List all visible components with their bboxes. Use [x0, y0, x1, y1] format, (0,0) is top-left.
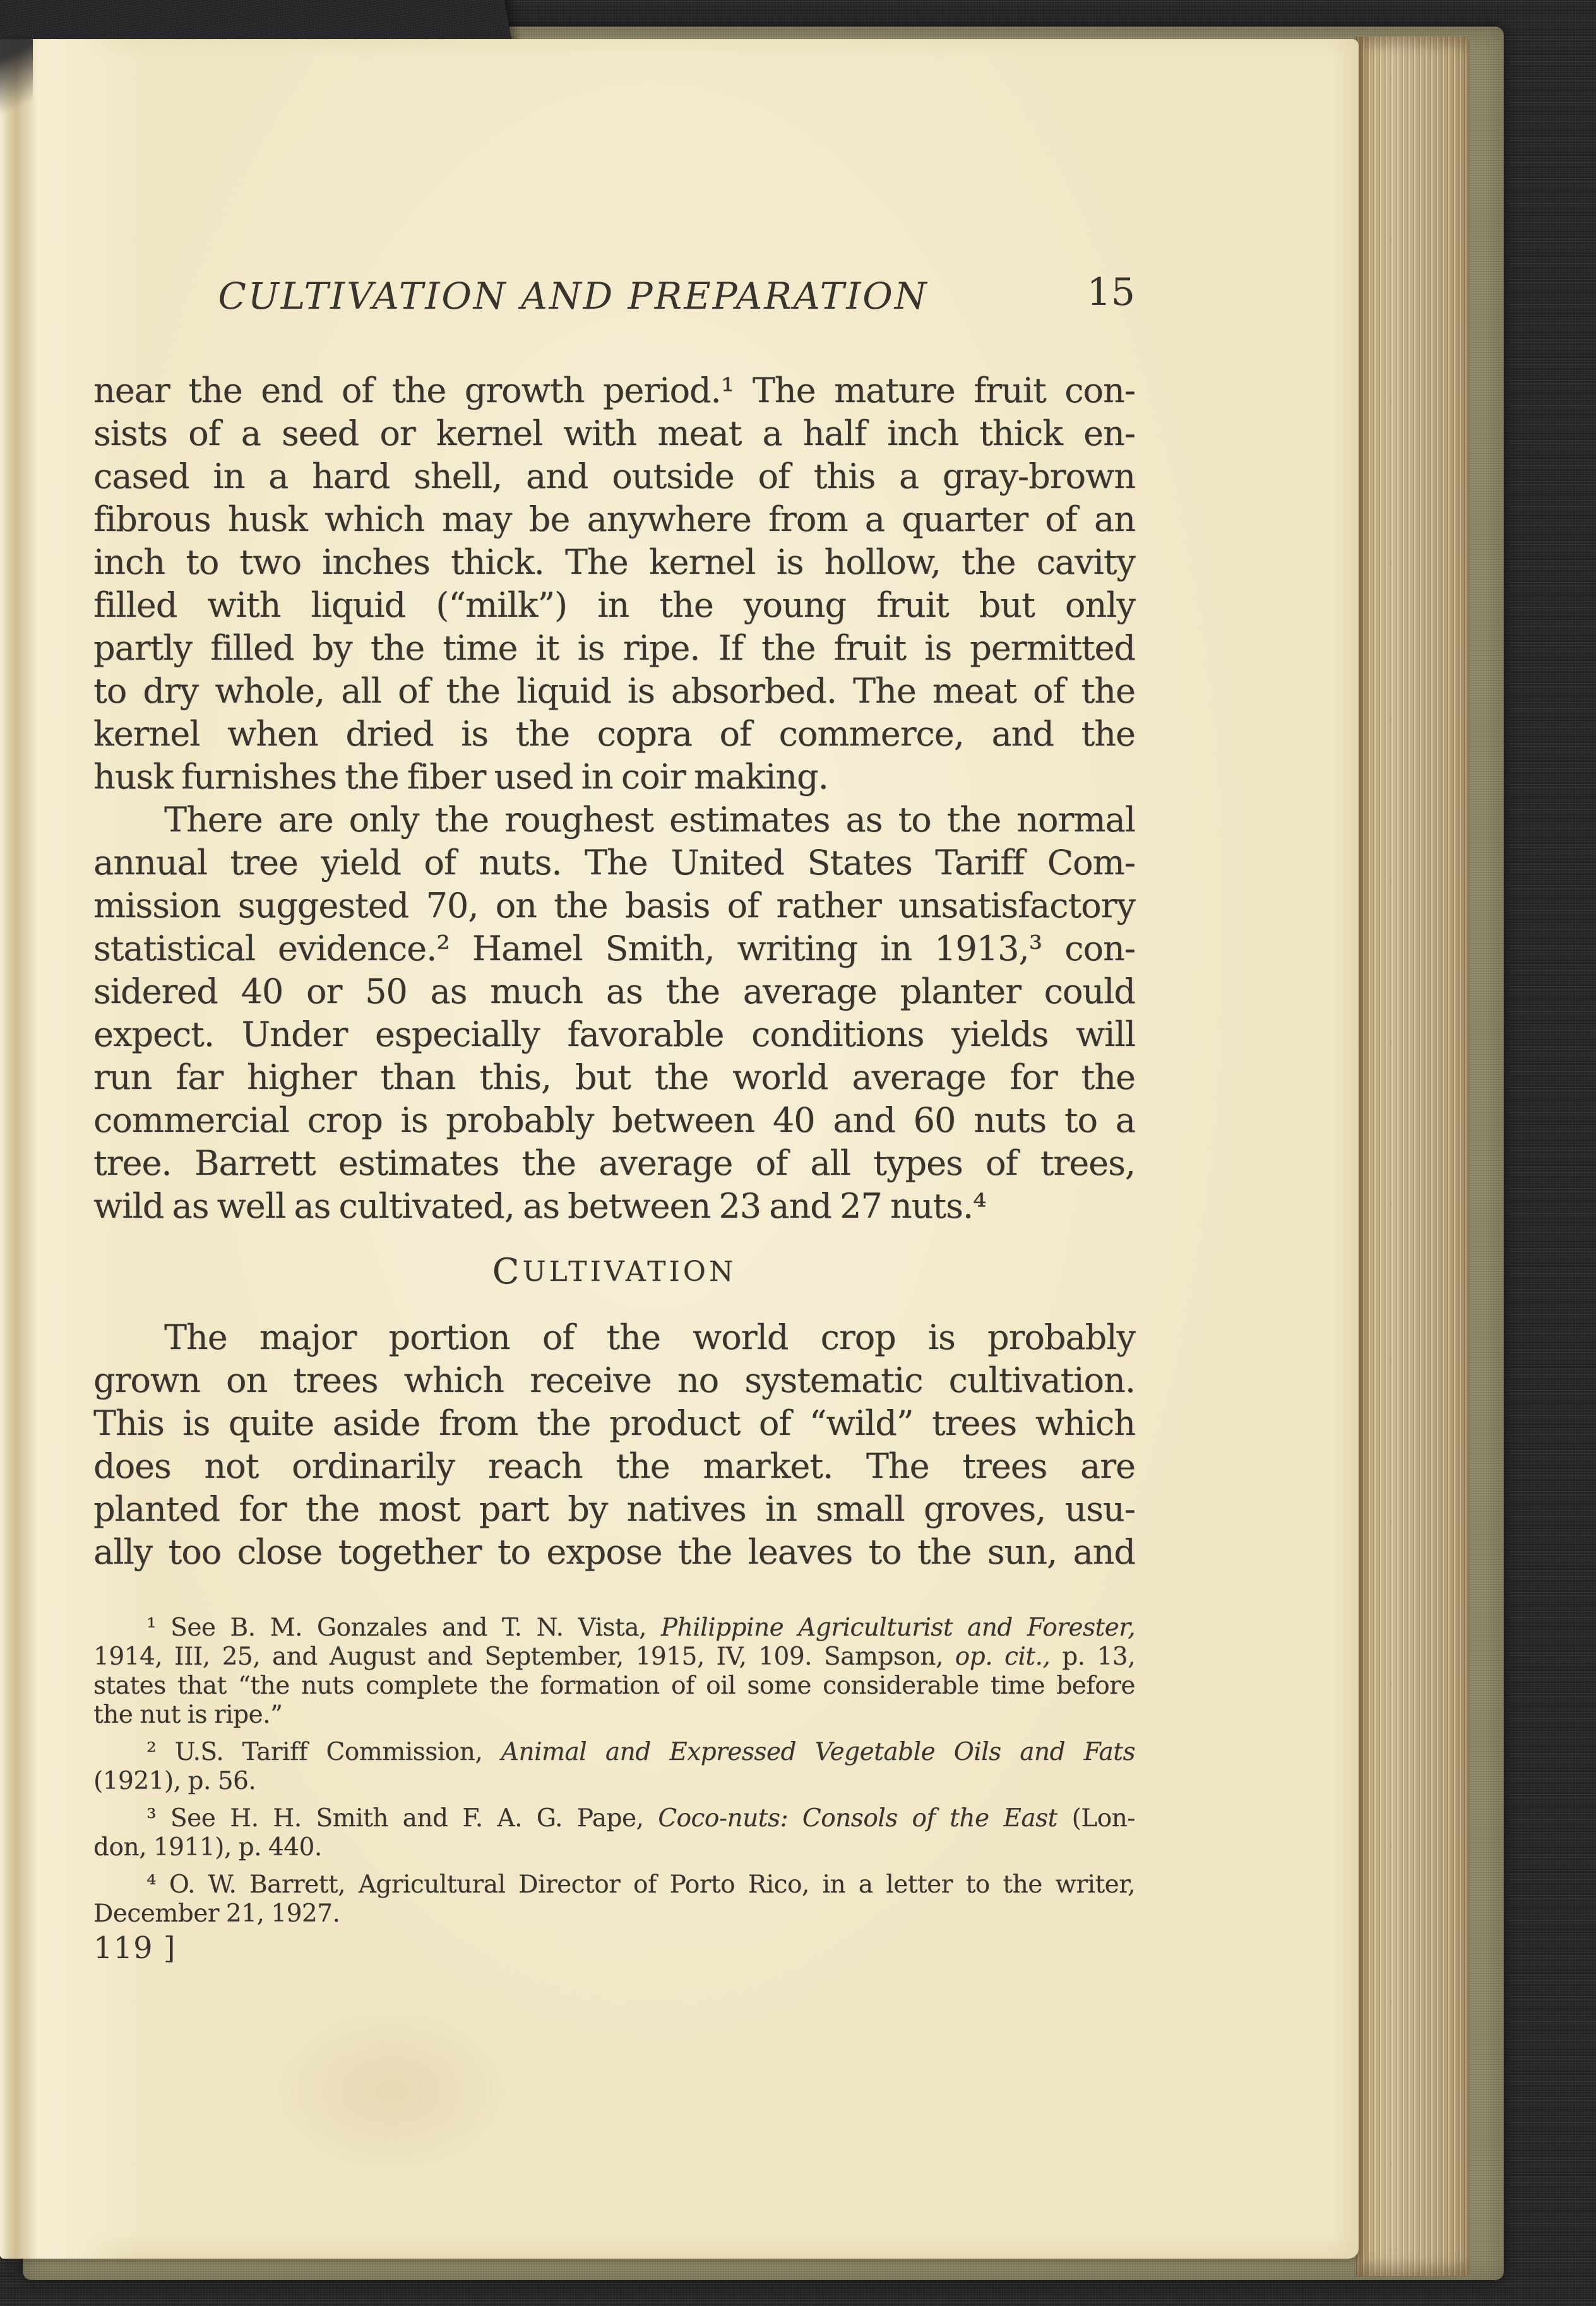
- text-line: mission suggested 70, on the basis of rather unsatisfactory: [93, 886, 1135, 925]
- text-line: The major portion of the world crop is probably: [164, 1317, 1135, 1357]
- text-line: planted for the most part by natives in small groves, usu-: [93, 1489, 1135, 1529]
- text-line: sidered 40 or 50 as much as the average planter could: [93, 972, 1135, 1011]
- text-line: partly filled by the time it is ripe. If the fruit is permitted: [93, 628, 1135, 668]
- text-line: the nut is ripe.”: [93, 1701, 283, 1729]
- text-line: annual tree yield of nuts. The United States Tariff Com-: [93, 843, 1135, 883]
- text-line: sists of a seed or kernel with meat a half inch thick en-: [93, 413, 1135, 453]
- text-line: ² U.S. Tariff Commission, Animal and Expressed Vegetable Oils and Fats: [146, 1738, 1135, 1766]
- body-text: [93, 369, 1135, 1574]
- footnote: [93, 1870, 1135, 1929]
- page-fore-edge: [1356, 37, 1470, 2276]
- text-line: There are only the roughest estimates as to the normal: [164, 800, 1135, 840]
- text-line: expect. Under especially favorable conditions yields will: [93, 1014, 1135, 1054]
- text-line: commercial crop is probably between 40 and 60 nuts to a: [93, 1100, 1135, 1140]
- text-line: ¹ See B. M. Gonzales and T. N. Vista, Philippine Agriculturist and Forester,: [146, 1614, 1135, 1642]
- text-line: husk furnishes the fiber used in coir making.: [93, 757, 828, 797]
- book-page: [0, 39, 1359, 2259]
- text-line: statistical evidence.² Hamel Smith, writing in 1913,³ con-: [93, 929, 1135, 968]
- text-line: wild as well as cultivated, as between 23 and 27 nuts.⁴: [93, 1186, 986, 1226]
- footnote: [93, 1804, 1135, 1862]
- text-line: ⁴ O. W. Barrett, Agricultural Director of Porto Rico, in a letter to the writer,: [146, 1870, 1135, 1899]
- section-heading: C ULTIVATION: [492, 1251, 737, 1292]
- text-line: ³ See H. H. Smith and F. A. G. Pape, Coco-nuts: Consols of the East (Lon-: [146, 1804, 1135, 1833]
- folio-number: 119 ]: [93, 1930, 176, 1966]
- running-head: [93, 270, 1135, 318]
- text-line: tree. Barrett estimates the average of all types of trees,: [93, 1143, 1135, 1183]
- footnotes: [93, 1614, 1135, 1929]
- page-number: 15: [1087, 270, 1135, 314]
- text-line: inch to two inches thick. The kernel is hollow, the cavity: [93, 542, 1135, 582]
- text-line: kernel when dried is the copra of commerce, and the: [93, 714, 1135, 754]
- text-line: (1921), p. 56.: [93, 1767, 256, 1795]
- text-line: fibrous husk which may be anywhere from a quarter of an: [93, 499, 1135, 539]
- text-line: don, 1911), p. 440.: [93, 1833, 322, 1862]
- text-line: run far higher than this, but the world average for the: [93, 1057, 1135, 1097]
- text-line: 1914, III, 25, and August and September, 1915, IV, 109. Sampson, op. cit., p. 13,: [93, 1643, 1135, 1671]
- text-line: December 21, 1927.: [93, 1899, 340, 1928]
- text-line: grown on trees which receive no systematic cultivation.: [93, 1360, 1135, 1400]
- text-line: filled with liquid (“milk”) in the young fruit but only: [93, 585, 1135, 625]
- text-line: near the end of the growth period.¹ The mature fruit con-: [93, 371, 1135, 410]
- text-line: does not ordinarily reach the market. The trees are: [93, 1446, 1135, 1486]
- running-head-title: CULTIVATION AND PREPARATION: [218, 275, 929, 318]
- text-line: ally too close together to expose the leaves to the sun, and: [93, 1532, 1135, 1572]
- footnote: [93, 1614, 1135, 1730]
- text-line: This is quite aside from the product of “wild” trees which: [93, 1403, 1135, 1443]
- text-line: to dry whole, all of the liquid is absorbed. The meat of the: [93, 671, 1135, 711]
- text-line: states that “the nuts complete the formation of oil some considerable time before: [93, 1672, 1135, 1700]
- footnote: [93, 1738, 1135, 1796]
- text-line: cased in a hard shell, and outside of this a gray-brown: [93, 456, 1135, 496]
- spine-shadow: [0, 37, 33, 150]
